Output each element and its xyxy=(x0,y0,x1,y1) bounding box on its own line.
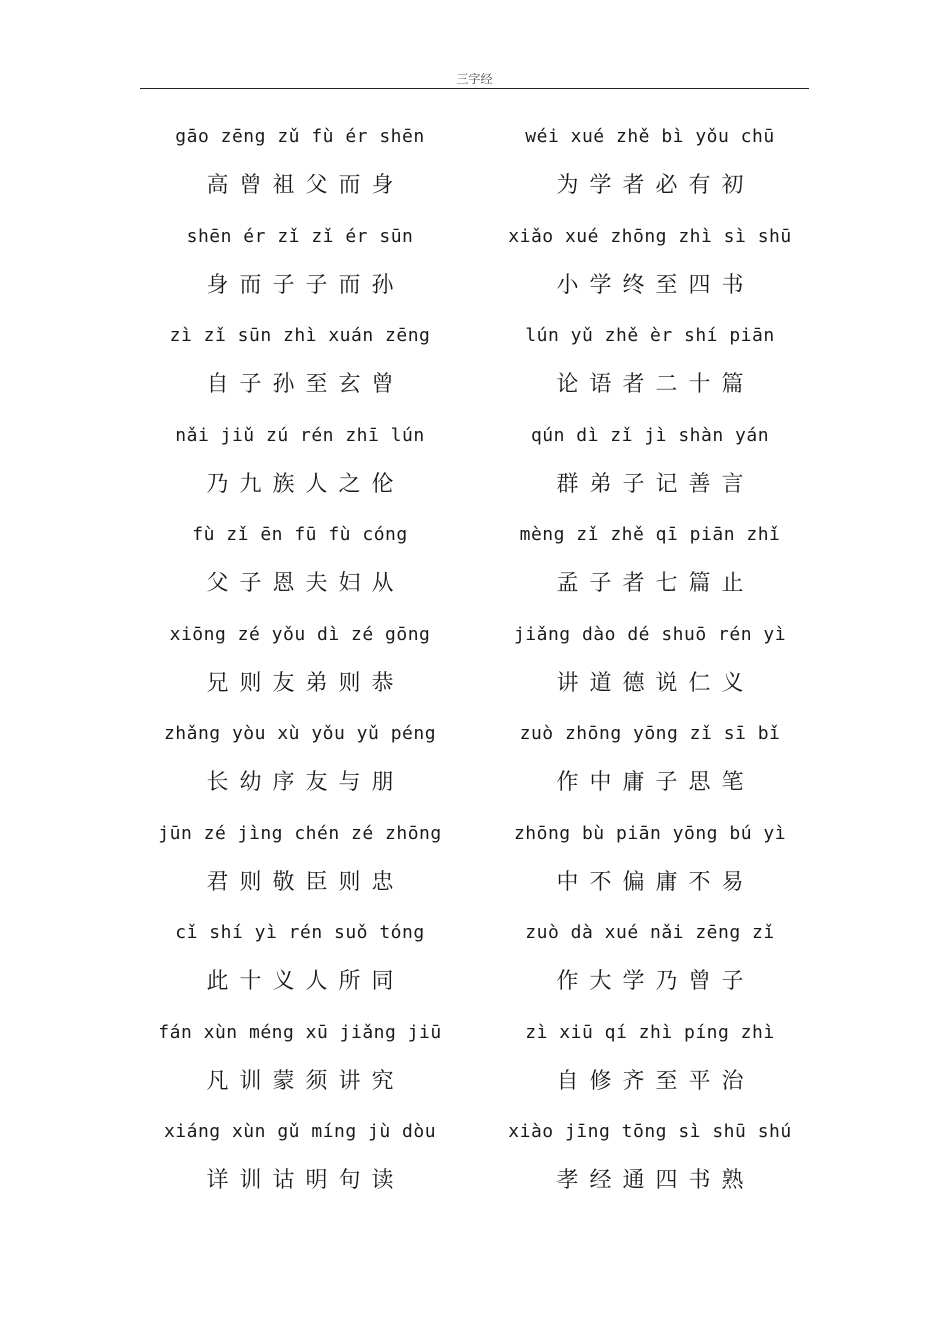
verse-hanzi: 讲道德说仁义 xyxy=(556,670,755,696)
page-header-title: 三字经 xyxy=(456,72,493,86)
verse-hanzi: 详训诂明句读 xyxy=(206,1168,405,1193)
verse-hanzi: 自子孙至玄曾 xyxy=(206,372,405,397)
verse-pinyin: fán xùn méng xū jiǎng jiū xyxy=(158,1021,442,1043)
verse-line xyxy=(480,1014,820,1114)
verse-line xyxy=(480,417,820,517)
verse-hanzi: 父子恩夫妇从 xyxy=(206,571,405,596)
verse-hanzi: 作中庸子思笔 xyxy=(556,770,755,795)
verse-pinyin: zì xiū qí zhì píng zhì xyxy=(525,1021,775,1043)
verse-hanzi: 孝经通四书熟 xyxy=(556,1168,755,1193)
verse-hanzi: 群弟子记善言 xyxy=(556,471,755,497)
verse-line xyxy=(130,616,470,716)
verse-line xyxy=(480,1113,820,1213)
verse-line xyxy=(480,616,820,716)
verse-hanzi: 身而子子而孙 xyxy=(206,272,405,298)
verse-hanzi: 小学终至四书 xyxy=(556,272,755,298)
verse-pinyin: zhōng bù piān yōng bú yì xyxy=(513,822,787,844)
verse-pinyin: qún dì zǐ jì shàn yán xyxy=(530,424,770,446)
verse-pinyin: xiào jīng tōng sì shū shú xyxy=(508,1121,792,1142)
verse-line xyxy=(130,914,470,1014)
verse-hanzi: 君则敬臣则忠 xyxy=(206,869,405,895)
left-column xyxy=(130,118,470,1213)
verse-pinyin: jiǎng dào dé shuō rén yì xyxy=(513,623,787,645)
verse-pinyin: zuò dà xué nǎi zēng zǐ xyxy=(525,922,775,943)
verse-hanzi: 自修齐至平治 xyxy=(556,1068,755,1094)
verse-hanzi: 高曾祖父而身 xyxy=(206,173,405,198)
verse-line xyxy=(130,317,470,417)
verse-pinyin: mèng zǐ zhě qī piān zhǐ xyxy=(519,524,781,545)
verse-line xyxy=(130,417,470,517)
verse-line xyxy=(480,516,820,616)
verse-pinyin: xiōng zé yǒu dì zé gōng xyxy=(169,623,431,645)
verse-pinyin: lún yǔ zhě èr shí piān xyxy=(525,325,775,346)
verse-hanzi: 长幼序友与朋 xyxy=(206,770,405,795)
verse-hanzi: 中不偏庸不易 xyxy=(556,869,755,895)
verse-pinyin: xiáng xùn gǔ míng jù dòu xyxy=(163,1121,437,1142)
verse-line xyxy=(130,218,470,318)
verse-pinyin: zuò zhōng yōng zǐ sī bǐ xyxy=(519,723,781,744)
verse-hanzi: 论语者二十篇 xyxy=(556,372,755,397)
verse-pinyin: xiǎo xué zhōng zhì sì shū xyxy=(508,225,792,247)
verse-line xyxy=(480,914,820,1014)
verse-hanzi: 此十义人所同 xyxy=(206,969,405,994)
verse-line xyxy=(480,218,820,318)
verse-hanzi: 为学者必有初 xyxy=(556,173,755,198)
verse-hanzi: 孟子者七篇止 xyxy=(556,571,755,596)
verse-hanzi: 凡训蒙须讲究 xyxy=(206,1068,405,1094)
verse-line xyxy=(130,815,470,915)
verse-pinyin: cǐ shí yì rén suǒ tóng xyxy=(175,922,425,943)
verse-pinyin: jūn zé jìng chén zé zhōng xyxy=(158,822,442,844)
verse-pinyin: shēn ér zǐ zǐ ér sūn xyxy=(186,225,414,247)
verse-line xyxy=(480,815,820,915)
verse-line xyxy=(480,317,820,417)
verse-pinyin: zì zǐ sūn zhì xuán zēng xyxy=(169,325,431,346)
verse-line xyxy=(130,118,470,218)
verse-pinyin: zhǎng yòu xù yǒu yǔ péng xyxy=(163,723,437,744)
verse-line xyxy=(480,118,820,218)
right-column xyxy=(480,118,820,1213)
verse-hanzi: 乃九族人之伦 xyxy=(206,471,405,497)
verse-pinyin: gāo zēng zǔ fù ér shēn xyxy=(175,126,425,147)
verse-pinyin: nǎi jiǔ zú rén zhī lún xyxy=(175,424,425,446)
header-rule xyxy=(140,88,809,89)
verse-pinyin: fù zǐ ēn fū fù cóng xyxy=(192,524,408,545)
verse-line xyxy=(130,1113,470,1213)
verse-line xyxy=(130,1014,470,1114)
verse-hanzi: 作大学乃曾子 xyxy=(556,969,755,994)
verse-hanzi: 兄则友弟则恭 xyxy=(206,670,405,696)
verse-line xyxy=(130,516,470,616)
verse-pinyin: wéi xué zhě bì yǒu chū xyxy=(525,126,775,147)
verse-line xyxy=(480,715,820,815)
verse-line xyxy=(130,715,470,815)
